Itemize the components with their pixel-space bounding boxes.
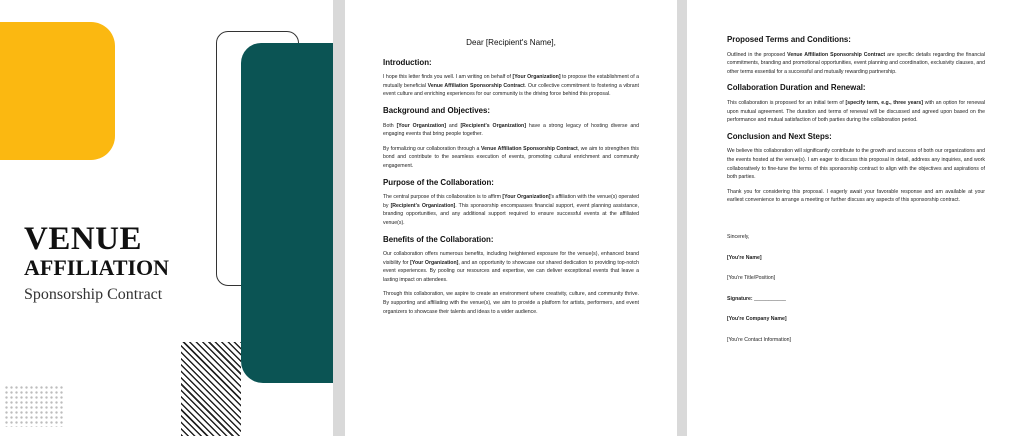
teal-panel-shape (241, 43, 333, 383)
dot-grid-pattern (4, 385, 64, 427)
cover-page (0, 0, 333, 436)
background-paragraph-2: By formalizing our collaboration through a Venue Affiliation Sponsorship Contract, we aim to strengthen this bond and contribute to the seamless execution of events, promoting cultural enrichment and community engagement. (383, 145, 639, 169)
letter-page-2 (687, 0, 1024, 436)
sender-name: [You're Name] (727, 254, 762, 261)
intro-heading: Introduction: (383, 57, 432, 67)
benefits-paragraph-2: Through this collaboration, we aspire to create an environment where creativity, culture, and community thrive. By supporting and affiliating with the venue(s), we aim to provide a platform for artists, performers, and event organizers to showcase their talents and ideas to a wider audience. (383, 291, 639, 315)
background-heading: Background and Objectives: (383, 105, 490, 115)
sender-company: [You're Company Name] (727, 316, 787, 323)
background-paragraph-1: Both [Your Organization] and [Recipient's Organization] have a strong legacy of hosting diverse and engaging events that bring people together. (383, 122, 639, 138)
duration-paragraph: This collaboration is proposed for an initial term of [specify term, e.g., three years] with an option for renewal upon mutual agreement. The duration and terms of renewal will be discussed and agreed upon based on the performance and mutual satisfaction of both parties during the collaboration period. (727, 99, 985, 124)
page2-body (727, 36, 985, 356)
closing-text: Sincerely, (727, 233, 750, 240)
signoff-block (727, 233, 985, 345)
terms-heading: Proposed Terms and Conditions: (727, 35, 851, 44)
yellow-accent-shape (0, 22, 115, 160)
cover-title-line1: VENUE (24, 221, 143, 257)
cover-subtitle: Sponsorship Contract (24, 286, 163, 303)
purpose-heading: Purpose of the Collaboration: (383, 177, 494, 187)
sender-title: [You're Title/Position] (727, 275, 776, 282)
conclusion-heading: Conclusion and Next Steps: (727, 131, 832, 141)
purpose-paragraph: The central purpose of this collaboration is to affirm [Your Organization]'s affiliation with the venue(s) operated by [Recipient's Organization]. This sponsorship encompasses financial support, event planning assistance, branding opportunities, and any additional support required to ensure successful events at the affiliated venue(s). (383, 194, 640, 226)
signature-field: Signature: ___________ (727, 295, 786, 302)
terms-paragraph: Outlined in the proposed Venue Affiliation Sponsorship Contract are specific details regarding the financial commitments, branding and promotional opportunities, event planning and coordination, exclusivity clauses, and other terms essential for a successful and mutually rewarding partnership. (727, 51, 985, 75)
sender-contact: [You're Contact Information] (727, 336, 791, 343)
duration-heading: Collaboration Duration and Renewal: (727, 83, 866, 93)
benefits-heading: Benefits of the Collaboration: (383, 234, 494, 244)
intro-paragraph: I hope this letter finds you well. I am writing on behalf of [Your Organization] to propose the establishment of a mutually beneficial Venue Affiliation Sponsorship Contract. Our collective commitment to fostering a vibrant event culture and enriching experiences for our community is the driving force behind this proposal. (383, 74, 640, 98)
salutation: Dear [Recipient's Name], (466, 38, 556, 47)
diagonal-stripes-pattern (181, 342, 241, 436)
benefits-paragraph-1: Our collaboration offers numerous benefits, including heightened exposure for the venue(s), enhanced brand visibility for [Your Organization], and an opportunity to showcase our shared dedication to providing top-notch event experiences. By pooling our resources and expertise, we can deliver exceptional events that leave a lasting impact on attendees. (383, 251, 640, 283)
conclusion-paragraph-1: We believe this collaboration will significantly contribute to the growth and success of both our organizations and the events hosted at the venue(s). I am eager to discuss this proposal in detail, address any inquiries, and work collaboratively to fine-tune the terms of this sponsorship contract to align with the objectives and aspirations of both parties. (727, 148, 985, 181)
letter-page-1 (345, 0, 677, 436)
page1-body (383, 39, 639, 322)
conclusion-paragraph-2: Thank you for considering this proposal. I eagerly await your favorable response and am available at your earliest convenience to arrange a meeting or further discuss any aspects of this sponsorship contract. (727, 188, 985, 204)
cover-title-line2: AFFILIATION (24, 255, 170, 280)
